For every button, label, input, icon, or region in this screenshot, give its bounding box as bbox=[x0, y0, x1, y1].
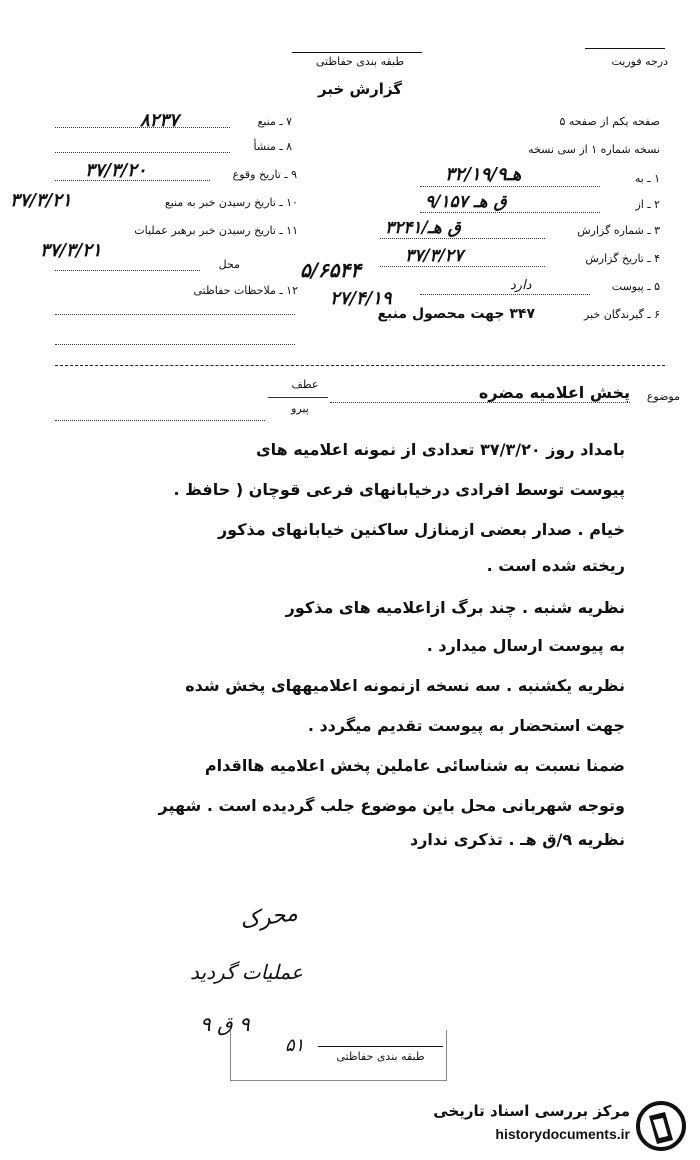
field-origin-label: ۸ ـ منشأ bbox=[253, 140, 292, 153]
row-recipients-label: ۶ ـ گیرندگان خبر bbox=[584, 308, 660, 321]
row-report-date-label: ۴ ـ تاریخ گزارش bbox=[585, 252, 660, 265]
body-line-3: خیام . صدار بعضی ازمنازل ساکنین خیابانهای مذکور bbox=[217, 520, 625, 539]
row-to-label: ۱ ـ به bbox=[634, 172, 660, 185]
field-source-received-label: ۱۰ ـ تاریخ رسیدن خبر به منبع bbox=[164, 196, 298, 209]
subject-value: پخش اعلامیه مضره bbox=[478, 383, 630, 402]
signature-line-2: عملیات گردید bbox=[190, 960, 303, 984]
row-report-date-dots bbox=[380, 266, 545, 267]
body-line-5: نظریه شنبه . چند برگ ازاعلامیه های مذکور bbox=[285, 598, 625, 617]
attached-label: عطف bbox=[291, 378, 319, 391]
row-recipients-value: ۳۴۷ جهت محصول منبع bbox=[377, 306, 535, 322]
classification-bottom: طبقه بندی حفاظتی bbox=[336, 1050, 425, 1063]
following-label: پیرو bbox=[291, 402, 309, 415]
row-attachment-value: دارد bbox=[510, 278, 532, 293]
subject-label: موضوع bbox=[646, 390, 680, 403]
field-origin-dots bbox=[55, 152, 230, 153]
watermark bbox=[420, 1098, 690, 1154]
watermark-org-name: مرکز بررسی اسناد تاریخی bbox=[433, 1102, 630, 1120]
footer-stamp-digits: ۵۱ bbox=[285, 1035, 305, 1056]
field-security-notes-label: ۱۲ ـ ملاحظات حفاظتی bbox=[193, 284, 298, 297]
body-line-8: جهت استحضار به پیوست تقدیم میگردد . bbox=[307, 716, 625, 735]
row-from-dots bbox=[420, 212, 600, 213]
header-separator bbox=[55, 365, 665, 366]
row-report-date-value: ۳۷/۳/۲۷ bbox=[405, 246, 464, 266]
field-location-dots bbox=[55, 270, 200, 271]
field-source-label: ۷ ـ منبع bbox=[257, 115, 292, 128]
row-to-dots bbox=[420, 186, 600, 187]
urgency-label: درجه فوریت bbox=[611, 55, 668, 68]
field-occurrence-date-label: ۹ ـ تاریخ وقوع bbox=[232, 168, 297, 181]
body-line-11: نظریه ۹/ق هـ . تذکری ندارد bbox=[410, 830, 625, 849]
body-line-1: بامداد روز ۳۷/۳/۲۰ تعدادی از نمونه اعلامیه های bbox=[255, 440, 625, 459]
body-line-2: پیوست توسط افرادی درخیابانهای فرعی قوچان ( حافظ . bbox=[173, 480, 625, 499]
row-to-value: ۳۲/۱۹/۹هـ bbox=[445, 164, 522, 185]
copy-count-line: نسخه شماره ۱ از سی نسخه bbox=[528, 143, 660, 156]
row-from-value: ۹/ق هـ ۱۵۷ bbox=[425, 192, 507, 212]
archive-logo-icon bbox=[635, 1100, 687, 1152]
field-security-notes-dots bbox=[55, 314, 295, 315]
field-ops-received-label: ۱۱ ـ تاریخ رسیدن خبر برهبر عملیات bbox=[134, 224, 298, 237]
row-report-number-dots bbox=[380, 238, 545, 239]
body-line-4: ریخته شده است . bbox=[486, 556, 625, 575]
watermark-url: historydocuments.ir bbox=[495, 1126, 630, 1142]
subject-dots bbox=[330, 402, 630, 403]
signature-line-3: ۹ ق ۹ bbox=[200, 1012, 250, 1036]
classification-top: طبقه بندی حفاظتی bbox=[315, 55, 405, 68]
classification-bottom-rule bbox=[318, 1046, 443, 1047]
document-title: گزارش خبر bbox=[317, 80, 403, 98]
body-line-9: ضمنا نسبت به شناسائی عاملین پخش اعلامیه هااقدام bbox=[204, 756, 625, 775]
field-source-received-value: ۳۷/۳/۲۱ bbox=[10, 190, 72, 211]
urgency-rule bbox=[585, 48, 665, 49]
body-line-7: نظریه یکشنبه . سه نسخه ازنمونه اعلامیههای پخش شده bbox=[185, 676, 625, 695]
row-attachment-dots bbox=[420, 294, 590, 295]
archive-stamp-number: ۵/۶۵۴۴ bbox=[300, 258, 362, 282]
body-line-10: وتوجه شهربانی محل باین موضوع جلب گردیده است . شهپر bbox=[158, 796, 625, 815]
row-report-number-label: ۳ ـ شماره گزارش bbox=[577, 224, 660, 237]
signature-line-1: محرک bbox=[238, 901, 300, 934]
classification-top-rule bbox=[292, 52, 422, 53]
body-line-6: به پیوست ارسال میدارد . bbox=[426, 636, 625, 655]
field-occurrence-date-value: ۳۷/۳/۲۰ bbox=[85, 160, 147, 181]
field-location-label: محل bbox=[218, 258, 240, 271]
subject-left-dots bbox=[55, 420, 265, 421]
field-ops-received-value: ۳۷/۳/۲۱ bbox=[40, 240, 102, 261]
row-from-label: ۲ ـ از bbox=[635, 198, 660, 211]
row-attachment-label: ۵ ـ پیوست bbox=[611, 280, 660, 293]
attached-divider bbox=[268, 397, 328, 398]
row-report-number-value: ۳۲۴۱/ق هـ bbox=[385, 218, 461, 238]
field-source-value: ۸۲۳۷ bbox=[140, 110, 179, 131]
field-security-notes-dots-2 bbox=[55, 344, 295, 345]
page-count-line: صفحه یکم از صفحه ۵ bbox=[559, 115, 660, 128]
archive-stamp-date: ۲۷/۴/۱۹ bbox=[330, 288, 392, 309]
